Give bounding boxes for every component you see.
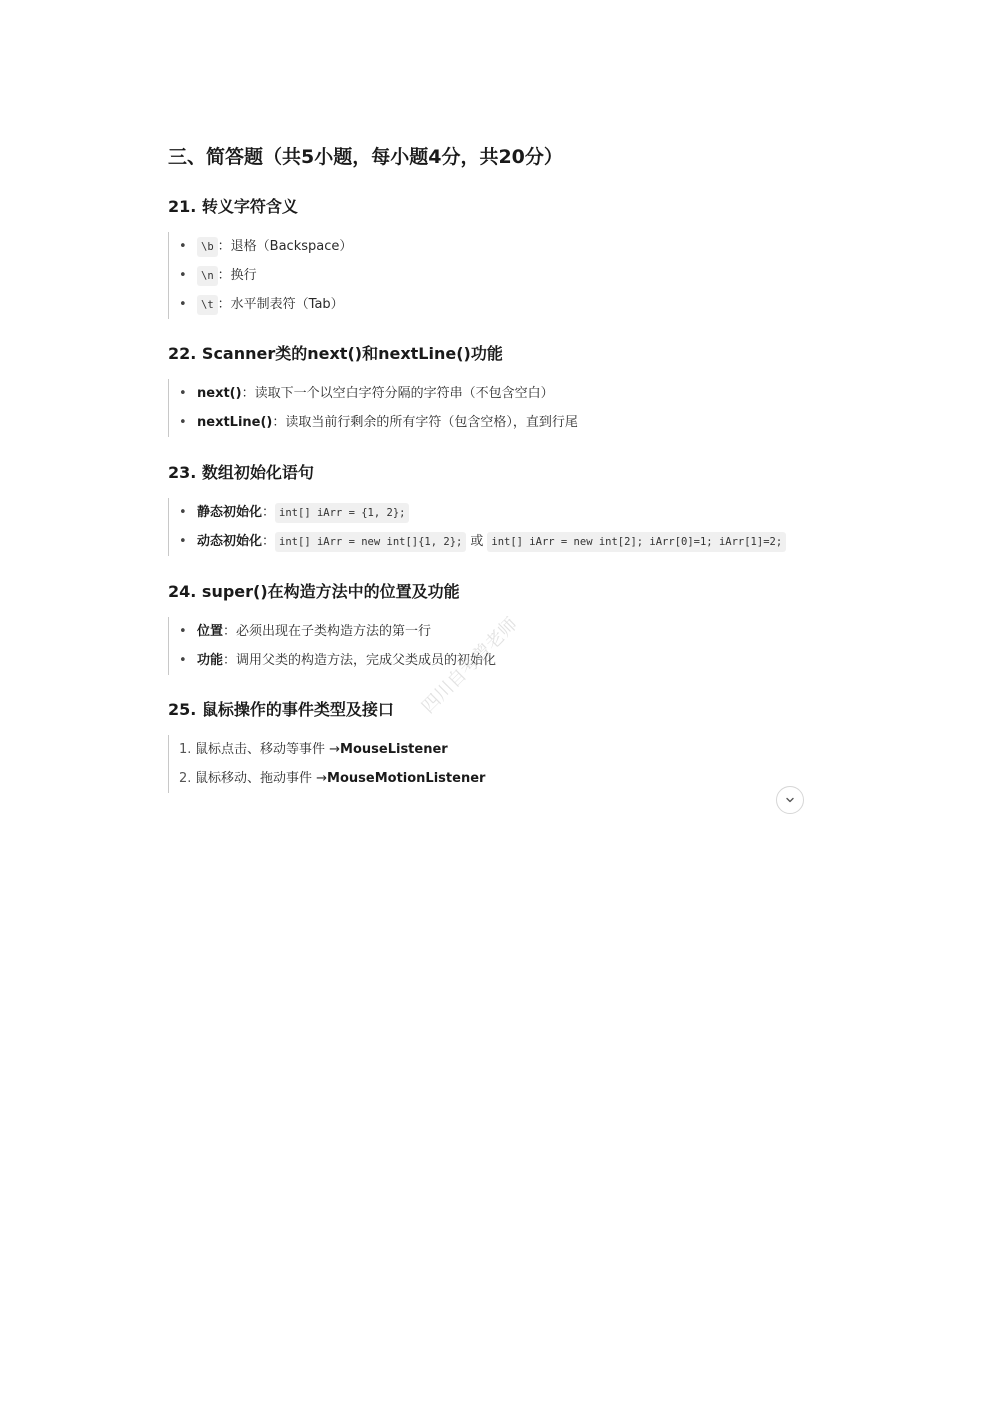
chevron-down-icon xyxy=(784,794,796,806)
question-24-title: 24. super()在构造方法中的位置及功能 xyxy=(168,582,460,601)
bullet-icon: • xyxy=(179,268,187,283)
question-25 xyxy=(168,699,828,793)
code-snippet: int[] iArr = {1, 2}; xyxy=(275,503,409,523)
item-label: 功能 xyxy=(197,653,224,668)
list-item xyxy=(179,646,828,675)
separator: ： xyxy=(217,297,231,312)
item-label: 动态初始化 xyxy=(197,534,263,549)
question-23 xyxy=(168,462,828,556)
bullet-icon: • xyxy=(179,415,187,430)
list-item xyxy=(179,498,828,527)
question-22-title: 22. Scanner类的next()和nextLine()功能 xyxy=(168,344,503,363)
bullet-icon: • xyxy=(179,653,187,668)
question-21-answer xyxy=(168,232,828,319)
interface-name: MouseMotionListener xyxy=(327,771,486,786)
watermark: 四川自考曾老师 xyxy=(417,613,522,718)
bullet-icon: • xyxy=(179,624,187,639)
list-item xyxy=(179,735,828,764)
list-item xyxy=(179,290,828,319)
question-22 xyxy=(168,343,828,437)
code-snippet: \b xyxy=(197,237,218,257)
question-22-answer xyxy=(168,379,828,437)
page-title: 三、简答题（共5小题，每小题4分，共20分） xyxy=(168,146,563,168)
item-text: ：调用父类的构造方法，完成父类成员的初始化 xyxy=(223,653,497,668)
code-snippet: int[] iArr = new int[2]; iArr[0]=1; iArr[1]=2; xyxy=(487,532,786,552)
bullet-icon: • xyxy=(179,534,187,549)
list-item xyxy=(179,232,828,261)
question-23-title: 23. 数组初始化语句 xyxy=(168,463,314,482)
item-text: 换行 xyxy=(230,268,257,283)
list-number: 2. xyxy=(179,771,192,786)
item-text: ：读取下一个以空白字符分隔的字符串（不包含空白） xyxy=(241,386,554,401)
question-25-title: 25. 鼠标操作的事件类型及接口 xyxy=(168,700,394,719)
interface-name: MouseListener xyxy=(340,742,448,757)
or-text: 或 xyxy=(470,534,484,549)
separator: ： xyxy=(217,239,231,254)
item-label: next() xyxy=(197,386,242,401)
bullet-icon: • xyxy=(179,297,187,312)
list-item xyxy=(179,261,828,290)
item-text: ：读取当前行剩余的所有字符（包含空格），直到行尾 xyxy=(272,415,578,430)
question-25-answer xyxy=(168,735,828,793)
item-label: 静态初始化 xyxy=(197,505,263,520)
separator: ： xyxy=(217,268,231,283)
bullet-icon: • xyxy=(179,505,187,520)
list-item xyxy=(179,527,828,556)
item-text: 退格（Backspace） xyxy=(230,239,353,254)
item-label: nextLine() xyxy=(197,415,273,430)
bullet-icon: • xyxy=(179,386,187,401)
question-21 xyxy=(168,196,828,319)
list-item xyxy=(179,408,828,437)
item-text: 鼠标移动、拖动事件 → xyxy=(195,771,328,786)
scroll-down-button[interactable] xyxy=(776,786,804,814)
list-item xyxy=(179,379,828,408)
bullet-icon: • xyxy=(179,239,187,254)
item-text: 水平制表符（Tab） xyxy=(230,297,344,312)
separator: ： xyxy=(262,505,276,520)
item-text: 鼠标点击、移动等事件 → xyxy=(195,742,341,757)
code-snippet: \t xyxy=(197,295,218,315)
item-label: 位置 xyxy=(197,624,224,639)
list-number: 1. xyxy=(179,742,192,757)
list-item xyxy=(179,764,828,793)
item-text: ：必须出现在子类构造方法的第一行 xyxy=(223,624,432,639)
code-snippet: \n xyxy=(197,266,218,286)
separator: ： xyxy=(262,534,276,549)
question-21-title: 21. 转义字符含义 xyxy=(168,197,298,216)
code-snippet: int[] iArr = new int[]{1, 2}; xyxy=(275,532,466,552)
question-23-answer xyxy=(168,498,828,556)
